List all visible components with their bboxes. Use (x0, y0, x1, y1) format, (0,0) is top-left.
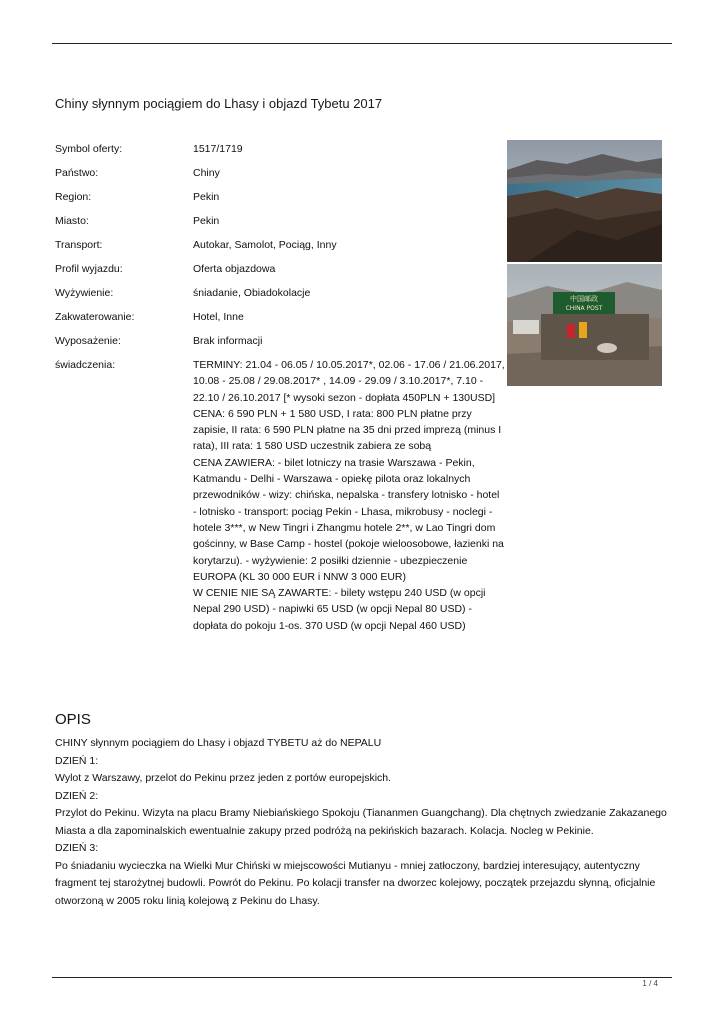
field-benefits (55, 357, 505, 634)
benefits-dates-prices: TERMINY: 21.04 - 06.05 / 10.05.2017*, 02.06 - 17.06 / 21.06.2017, 10.08 - 25.08 / 29.08.2017* , 14.09 - 29.09 / 3.10.2017*, 7.10 - 22.10 / 26.10.2017 [* wysoki sezon - dopłata 450PLN + 130USD] CENA: 6 590 PLN + 1 580 USD, I rata: 800 PLN płatne przy zapisie, II rata: 6 590 PLN płatne na 35 dni przed imprezą (minus I rata), III rata: 1 580 USD uczestnik zabiera ze sobą (193, 359, 505, 453)
header-rule (52, 43, 672, 44)
field-symbol (55, 141, 505, 157)
page-number: 1 / 4 (642, 979, 658, 988)
field-label: Miasto: (55, 215, 89, 227)
footer-rule (52, 977, 672, 978)
lake-mountain-photo (507, 140, 662, 262)
field-value: Chiny (193, 167, 220, 179)
description-line: Przylot do Pekinu. Wizyta na placu Bramy Niebiańskiego Spokoju (Tiananmen Guangchang). Dla chętnych zwiedzanie Zakazanego Miasta a dla zapominalskich ewentualnie zakupy przed podróżą na pekińskich bazarach. Kolacja. Nocleg w Pekinie. (55, 807, 667, 837)
field-region (55, 189, 505, 205)
description-body (55, 735, 675, 910)
field-trip-profile (55, 261, 505, 277)
field-value: Oferta objazdowa (193, 263, 276, 275)
field-value: 1517/1719 (193, 143, 243, 155)
field-city (55, 213, 505, 229)
field-label: Region: (55, 191, 92, 203)
field-label: Transport: (55, 239, 103, 251)
field-country (55, 165, 505, 181)
description-heading: OPIS (55, 711, 91, 728)
benefits-price-includes: CENA ZAWIERA: - bilet lotniczy na trasie Warszawa - Pekin, Katmandu - Delhi - Warszawa - opiekę pilota oraz lokalnych przewodników - wizy: chińska, nepalska - transfery lotnisko - hotel - lotnisko - transport: pociąg Pekin - Lhasa, mikrobusy - noclegi - hotele 3***, w New Tingri i Zhangmu hotele 2**, w Lao Tingri dom gościnny, w Base Camp - hostel (pokoje wieloosobowe, łazienki na korytarzu). - wyżywienie: 2 posiłki dziennie - ubezpieczenie EUROPA (KL 30 000 EUR i NNW 3 000 EUR) (193, 456, 504, 583)
field-equipment (55, 333, 505, 349)
field-label: Profil wyjazdu: (55, 263, 123, 275)
benefits-text (193, 357, 505, 634)
field-value: Autokar, Samolot, Pociąg, Inny (193, 239, 337, 251)
china-post-photo (507, 264, 662, 386)
page-title: Chiny słynnym pociągiem do Lhasy i objazd Tybetu 2017 (55, 96, 383, 111)
description-day-heading: DZIEŃ 1: (55, 754, 99, 767)
field-accommodation (55, 309, 505, 325)
field-label: świadczenia: (55, 359, 116, 371)
field-meals (55, 285, 505, 301)
field-transport (55, 237, 505, 253)
description-line: Po śniadaniu wycieczka na Wielki Mur Chiński w miejscowości Mutianyu - mniej zatłoczony, bardziej interesujący, autentyczny fragment tej starożytnej budowli. Powrót do Pekinu. Po kolacji transfer na dworzec kolejowy, początek przejazdu słynną, oficjalnie otworzoną w 2005 roku linią kolejową z Pekinu do Lhasy. (55, 859, 656, 907)
field-label: Wyposażenie: (55, 335, 121, 347)
field-label: Zakwaterowanie: (55, 311, 135, 323)
field-value: śniadanie, Obiadokolacje (193, 287, 311, 299)
description-day-heading: DZIEŃ 2: (55, 789, 99, 802)
description-line: CHINY słynnym pociągiem do Lhasy i objazd TYBETU aż do NEPALU (55, 737, 382, 749)
field-value: Pekin (193, 215, 220, 227)
field-label: Państwo: (55, 167, 99, 179)
benefits-price-excludes: W CENIE NIE SĄ ZAWARTE: - bilety wstępu 240 USD (w opcji Nepal 290 USD) - napiwki 65 USD (w opcji Nepal 80 USD) - dopłata do pokoju 1-os. 370 USD (w opcji Nepal 460 USD) (193, 587, 486, 632)
field-value: Pekin (193, 191, 220, 203)
field-value: Hotel, Inne (193, 311, 244, 323)
field-value: Brak informacji (193, 335, 263, 347)
description-line: Wylot z Warszawy, przelot do Pekinu przez jeden z portów europejskich. (55, 772, 392, 784)
field-label: Wyżywienie: (55, 287, 114, 299)
sign-chinese-text: 中国邮政 (570, 295, 598, 303)
sign-english-text: CHINA POST (565, 305, 603, 312)
field-label: Symbol oferty: (55, 143, 123, 155)
offer-details (55, 141, 505, 642)
description-day-heading: DZIEŃ 3: (55, 842, 99, 854)
